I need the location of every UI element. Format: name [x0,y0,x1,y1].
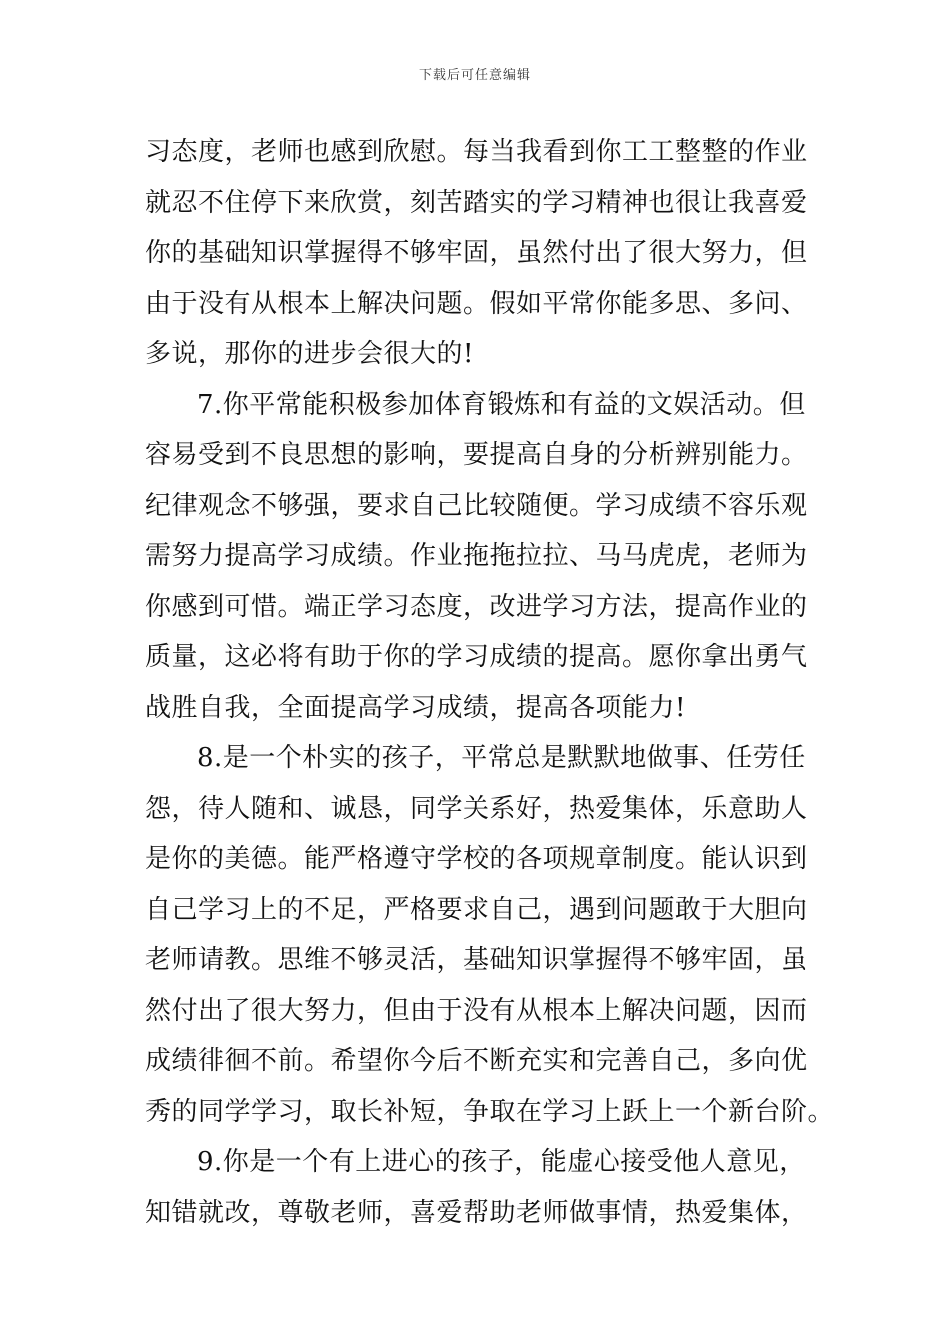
body-line: 你感到可惜。端正学习态度，改进学习方法，提高作业的 [145,591,808,622]
body-line: 习态度，老师也感到欣慰。每当我看到你工工整整的作业 [145,137,808,167]
body-line: 怨，待人随和、诚恳，同学关系好，热爱集体，乐意助人 [145,793,808,824]
body-line: 质量，这必将有助于你的学习成绩的提高。愿你拿出勇气 [145,642,808,672]
body-line: 是你的美德。能严格遵守学校的各项规章制度。能认识到 [145,844,808,874]
body-line: 容易受到不良思想的影响，要提高自身的分析辨别能力。 [145,440,808,470]
body-line: 你的基础知识掌握得不够牢固，虽然付出了很大努力，但 [145,238,808,268]
document-body [145,127,835,1238]
paragraph-7-start: 7.你平常能积极参加体育锻炼和有益的文娱活动。但 [197,389,806,420]
body-line: 需努力提高学习成绩。作业拖拖拉拉、马马虎虎，老师为 [145,541,808,571]
body-line: 战胜自我，全面提高学习成绩，提高各项能力! [145,692,686,723]
paragraph-9-start: 9.你是一个有上进心的孩子，能虚心接受他人意见， [197,1147,806,1177]
body-line: 知错就改，尊敬老师，喜爱帮助老师做事情，热爱集体， [145,1197,808,1228]
body-line: 秀的同学学习，取长补短，争取在学习上跃上一个新台阶。 [145,1096,835,1127]
paragraph-8-start: 8.是一个朴实的孩子，平常总是默默地做事、任劳任 [197,743,806,773]
page-header: 下载后可任意编辑 [418,68,531,83]
body-line: 成绩徘徊不前。希望你今后不断充实和完善自己，多向优 [145,1046,808,1076]
body-line: 纪律观念不够强，要求自己比较随便。学习成绩不容乐观 [145,490,808,521]
body-line: 自己学习上的不足，严格要求自己，遇到问题敢于大胆向 [145,894,808,925]
body-line: 然付出了很大努力，但由于没有从根本上解决问题，因而 [145,995,808,1026]
body-line: 老师请教。思维不够灵活，基础知识掌握得不够牢固，虽 [145,945,808,975]
body-line: 就忍不住停下来欣赏，刻苦踏实的学习精神也很让我喜爱 [145,187,808,218]
body-line: 由于没有从根本上解决问题。假如平常你能多思、多问、 [145,288,808,319]
body-line: 多说，那你的进步会很大的! [145,339,474,369]
